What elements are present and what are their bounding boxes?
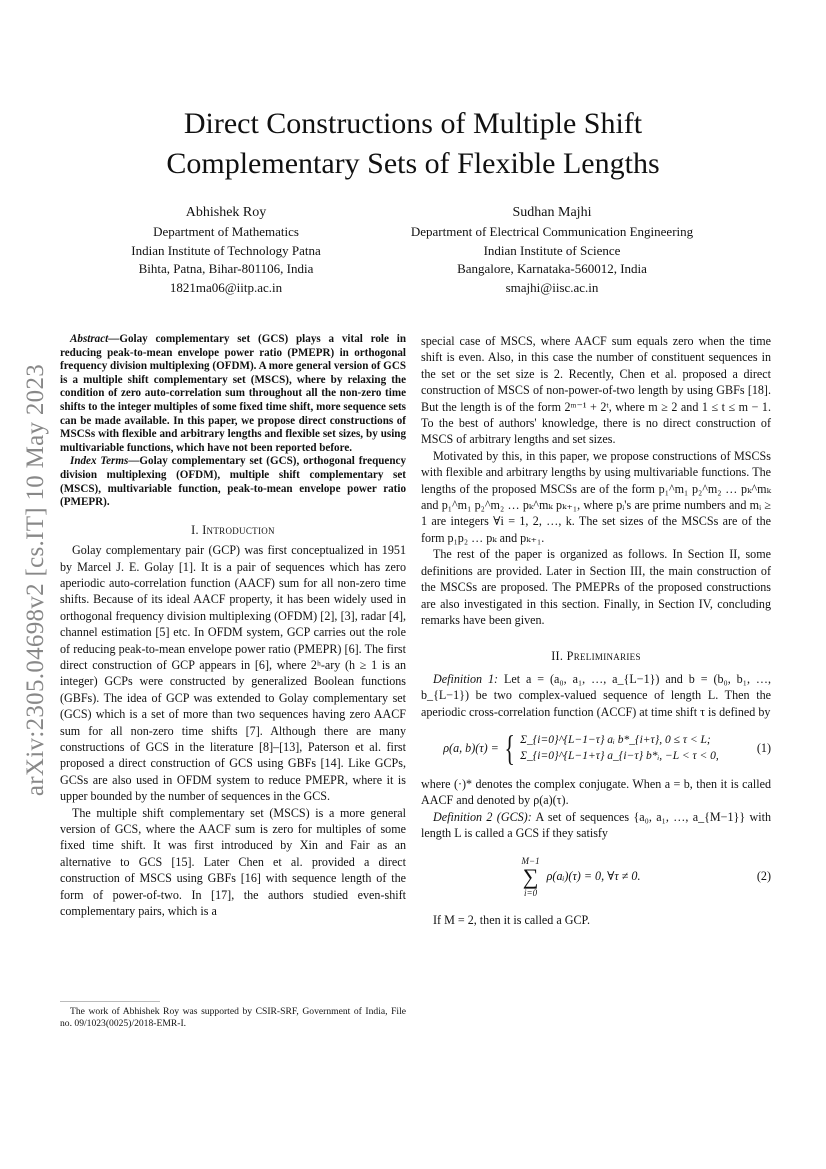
author-name: Abhishek Roy [185, 205, 267, 220]
abstract-text: —Golay complementary set (GCS) plays a vital role in reducing peak-to-mean envelope power ratio (PMEPR) in orthogonal frequency division multiplexing (OFDM). A more general version of GCS is a multiple shift complementary set (MSCS), where by relaxing the condition of zero auto-correlation sum throughout all the non-zero time shifts to the integer multiples of some fixed time shift, more sequence sets can be made available. In this paper, we propose direct constructions of MSCSs with flexible and arbitrary lengths and flexible set sizes, by using multivariable functions, which have not been reported before. [60, 333, 406, 454]
section-heading-introduction: I. Introduction [191, 522, 275, 537]
author-dept: Department of Mathematics [153, 224, 299, 239]
left-brace: { [504, 727, 515, 768]
equation-1 [421, 727, 771, 768]
summation-lower: i=0 [524, 887, 538, 898]
index-terms-label: Index Terms [70, 455, 129, 468]
equation-2-number: (2) [756, 869, 771, 884]
summation [522, 856, 540, 898]
title-line-1: Direct Constructions of Multiple Shift [183, 107, 643, 140]
right-paragraph-2: Motivated by this, in this paper, we propose constructions of MSCSs with flexible and arbitrary lengths by using multivariable functions. The lengths of the proposed MSCSs are of the form p₁^m₁ p₂^m₂ … pₖ^mₖ and p₁^m₁ p₂^m₂ … pₖ^mₖ pₖ₊₁, where pᵢ's are prime numbers and mᵢ ≥ 1 are integers ∀i = 1, 2, …, k. The set sizes of the MSCSs are of the form p₁p₂ … pₖ and pₖ₊₁. [421, 448, 771, 545]
footnote: The work of Abhishek Roy was supported by CSIR-SRF, Government of India, File no. 09/1023(0025)/2018-EMR-I. [60, 1006, 406, 1030]
after-equation-1: where (·)* denotes the complex conjugate. When a = b, then it is called AACF and denoted by ρ(a)(τ). [421, 776, 771, 808]
equation-1-cases [520, 732, 719, 764]
abstract-paragraph [60, 333, 406, 455]
author-name: Sudhan Majhi [512, 205, 592, 220]
right-paragraph-3: The rest of the paper is organized as follows. In Section II, some definitions are provided. Later in Section III, the main construction of the MSCSs are proposed. The PMEPRs of the proposed constructions are also investigated in this section. Finally, in Section IV, concluding remarks have been given. [421, 547, 771, 627]
footnote-rule [60, 1001, 160, 1002]
arxiv-stamp-text: arXiv:2305.04698v2 [cs.IT] 10 May 2023 [22, 363, 49, 797]
intro-paragraph-2: The multiple shift complementary set (MSCS) is a more general version of GCS, where the AACF sum is zero for multiples of some fixed time shift. It was first introduced by Xin and Fair as an alternative to GCS [15]. Later Chen et al. provided a direct construction of MSCS using GBFs [16] with sequence length of the form of power-of-two. In [17], the authors studied even-shift complementary pairs, which is a [60, 805, 406, 919]
definition-2 [421, 809, 771, 842]
equation-2 [421, 856, 771, 898]
equation-1-body [421, 727, 741, 768]
definition-1 [421, 671, 771, 720]
paper-title [60, 104, 766, 184]
equation-1-expression [443, 727, 719, 768]
equation-2-expression: ρ(aᵢ)(τ) = 0, ∀τ ≠ 0. [546, 868, 641, 883]
summation-upper: M−1 [521, 855, 540, 866]
equation-1-number: (1) [756, 740, 771, 755]
abstract-label: Abstract [70, 333, 109, 345]
equation-1-lhs: ρ(a, b)(τ) = [443, 740, 499, 755]
equation-2-body [421, 856, 741, 898]
author-addr: Bihta, Patna, Bihar-801106, India [138, 261, 314, 277]
index-terms-text: —Golay complementary set (GCS), orthogonal frequency division multiplexing (OFDM), multiple shift complementary set (MSCS), multivariable function, peak-to-mean envelope power ratio (PMEPR). [60, 455, 406, 509]
equation-1-case-2: Σ_{i=0}^{L−1+τ} a_{i−τ} b*ᵢ, −L < τ < 0, [520, 749, 719, 762]
author-inst: Indian Institute of Science [483, 242, 621, 258]
right-column [421, 333, 771, 928]
author-block-1 [110, 203, 342, 297]
index-terms-paragraph [60, 455, 406, 509]
definition-1-text: Let a = (a₀, a₁, …, a_{L−1}) and b = (b₀, b₁, …, b_{L−1}) be two complex-valued sequence of length L. Then the aperiodic cross-correlation function (ACCF) at time shift τ is defined by [421, 671, 772, 719]
abstract [60, 333, 406, 510]
definition-2-label: Definition 2 (GCS): [433, 809, 532, 824]
left-column [60, 333, 406, 919]
section-heading-preliminaries: II. Preliminaries [551, 649, 641, 664]
right-paragraph-1: special case of MSCS, where AACF sum equals zero when the time shift is even. Also, in this case the number of constituent sequences in the set or the set size is 2. Recently, Chen et al. proposed a direct construction of MSCS of non-power-of-two length by using GBFs [18]. But the length is of the form 2ᵐ⁻¹ + 2ᵗ, where m ≥ 2 and 1 ≤ t ≤ m − 1. To the best of authors' knowledge, there is no direct construction of MSCS of arbitrary lengths and set sizes. [421, 334, 771, 447]
definition-2-text: A set of sequences {a₀, a₁, …, a_{M−1}} with length L is called a GCS if they satisfy [421, 809, 772, 841]
intro-paragraph-1: Golay complementary pair (GCP) was first conceptualized in 1951 by Marcel J. E. Golay [1]. It is a pair of sequences which has zero aperiodic auto-correlation function (AACF) sum for all non-zero time shifts. Because of its ideal AACF property, it has been widely used in orthogonal frequency division multiplexing (OFDM) [2], [3], radar [4], channel estimation [5] etc. In OFDM system, GCP carries out the role of reducing peak-to-mean envelope power ratio (PMEPR) [6]. The first direct construction of GCP appears in [6], where 2ʰ-ary (h ≥ 1 is an integer) GCPs were constructed by generalized Boolean functions (GBFs). The idea of GCP was extended to Golay complementary set (GCS) which is a set of more than two sequences having zero AACF sum for all non-zero time shifts [7]. Although there are many constructions of GCS in the literature [8]–[13], Paterson et al. first proposed a direct construction of GCS using GBFs [14]. Like GCPs, GCSs are also used in OFDM system to reduce PMEPR, where it is upper bounded by the number of sequences in the GCS. [60, 543, 406, 804]
definition-1-label: Definition 1: [433, 671, 499, 686]
sigma-symbol: ∑ [522, 863, 539, 889]
equation-1-case-1: Σ_{i=0}^{L−1−τ} aᵢ b*_{i+τ}, 0 ≤ τ < L; [520, 733, 711, 746]
author-email: smajhi@iisc.ac.in [505, 279, 599, 295]
author-email: 1821ma06@iitp.ac.in [169, 279, 283, 295]
author-addr: Bangalore, Karnataka-560012, India [457, 261, 647, 277]
author-dept: Department of Electrical Communication Engineering [410, 224, 694, 239]
arxiv-stamp [18, 330, 54, 830]
author-block-2 [392, 203, 712, 297]
after-equation-2: If M = 2, then it is called a GCP. [433, 912, 590, 927]
author-inst: Indian Institute of Technology Patna [131, 242, 321, 258]
title-line-2: Complementary Sets of Flexible Lengths [166, 147, 660, 180]
